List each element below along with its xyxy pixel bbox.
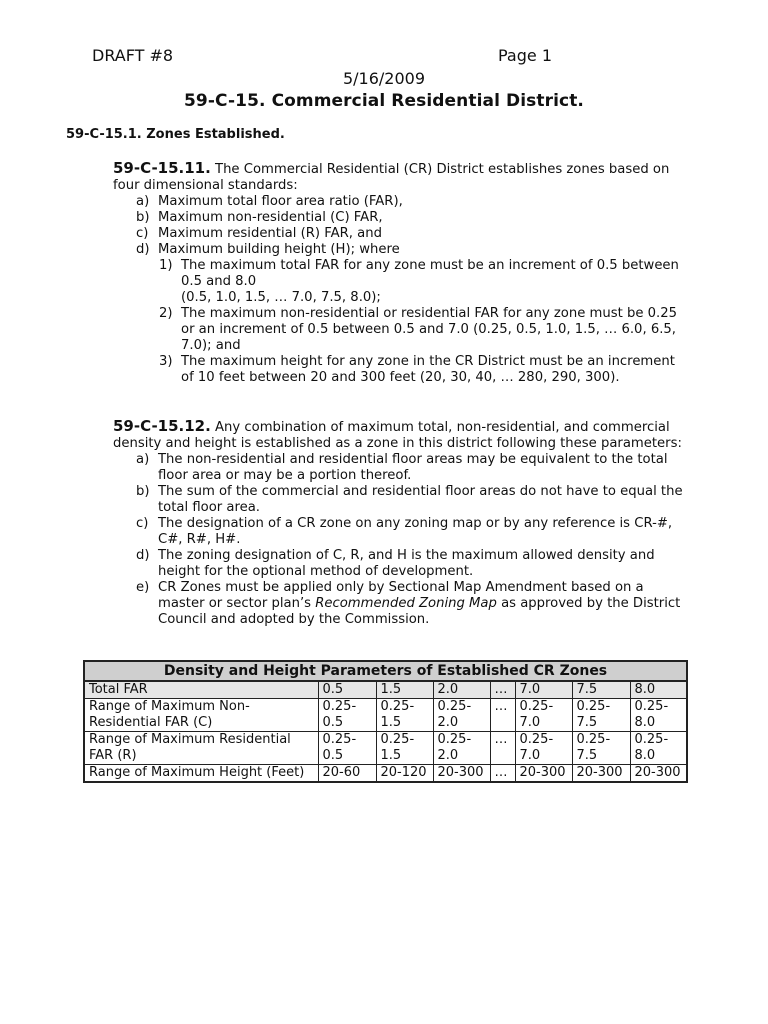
list-item [113, 210, 683, 226]
section-label: 59-C-15.12. [113, 417, 211, 435]
table-cell: 20-300 [630, 765, 687, 783]
list-item-text: The sum of the commercial and residential floor areas do not have to equal the total floor area. [158, 484, 683, 515]
list-item [113, 452, 683, 484]
list-item-text: Maximum non-residential (C) FAR, [158, 210, 383, 225]
document-date: 5/16/2009 [342, 69, 426, 88]
list-item-text: The maximum non-residential or residential FAR for any zone must be 0.25 or an increment of 0.5 between 0.5 and 7.0 (0.25, 0.5, 1.0, 1.5, … 6.0, 6.5, 7.0); and [181, 306, 678, 353]
table-row [84, 699, 687, 732]
table-cell: 0.5 [318, 681, 376, 699]
table-cell: … [490, 732, 515, 765]
table-cell: 0.25-8.0 [630, 732, 687, 765]
table-cell: 20-300 [515, 765, 572, 783]
page-number: Page 1 [498, 46, 552, 65]
table-cell: 0.25-7.5 [572, 699, 630, 732]
list-marker: b) [136, 210, 150, 225]
list-item-text: The zoning designation of C, R, and H is the maximum allowed density and height for the optional method of development. [158, 548, 655, 579]
intro-text: Any combination of maximum total, non-residential, and commercial density and height is established as a zone in this district following these parameters: [113, 420, 682, 451]
list-marker: d) [136, 548, 150, 563]
list-item-text: The designation of a CR zone on any zoning map or by any reference is CR-#, C#, R#, H#. [158, 516, 673, 547]
table-cell: 20-300 [433, 765, 490, 783]
list-marker: 1) [159, 258, 173, 273]
table-cell: 7.0 [515, 681, 572, 699]
sub-list-item [113, 354, 683, 386]
table-cell: 0.25-0.5 [318, 732, 376, 765]
table-row [84, 732, 687, 765]
table-cell: 8.0 [630, 681, 687, 699]
list-marker: 2) [159, 306, 173, 321]
list-item-text: Maximum residential (R) FAR, and [158, 226, 382, 241]
list-item-text: as approved by the District Council and adopted by the Commission. [158, 596, 681, 627]
section-label: 59-C-15.11. [113, 159, 211, 177]
list-item [113, 516, 683, 548]
list-marker: d) [136, 242, 150, 257]
paragraph-intro [113, 160, 683, 194]
table-cell: 0.25-1.5 [376, 699, 433, 732]
paragraph-15-12 [113, 418, 683, 628]
table-cell: … [490, 681, 515, 699]
table-cell: … [490, 765, 515, 783]
list-item-text: The maximum total FAR for any zone must be an increment of 0.5 between 0.5 and 8.0 [181, 258, 679, 289]
section-heading: 59-C-15.1. Zones Established. [66, 127, 285, 142]
table-row [84, 681, 687, 699]
list-item-text: The non-residential and residential floor areas may be equivalent to the total floor area or may be a portion thereof. [158, 452, 668, 483]
table-cell: 20-60 [318, 765, 376, 783]
table-cell: 0.25-8.0 [630, 699, 687, 732]
list-item-text: (0.5, 1.0, 1.5, … 7.0, 7.5, 8.0); [181, 290, 381, 305]
table-cell: 2.0 [433, 681, 490, 699]
cr-zones-table [83, 660, 688, 783]
list-item [113, 194, 683, 210]
table-cell: 0.25-1.5 [376, 732, 433, 765]
list-item [113, 484, 683, 516]
table-cell: 20-120 [376, 765, 433, 783]
sub-list-item [113, 306, 683, 354]
intro-text: The Commercial Residential (CR) District establishes zones based on four dimensional standards: [113, 162, 670, 193]
list-marker: a) [136, 452, 150, 467]
list-item-text: CR Zones must be applied only by Sectional Map Amendment based on a master or sector plan’s [158, 580, 644, 611]
table-cell: 0.25-2.0 [433, 699, 490, 732]
row-header: Range of Maximum Non-Residential FAR (C) [84, 699, 318, 732]
row-header: Range of Maximum Residential FAR (R) [84, 732, 318, 765]
paragraph-intro [113, 418, 683, 452]
page-title: 59-C-15. Commercial Residential District. [184, 91, 584, 111]
emphasized-text: Recommended Zoning Map [315, 596, 497, 611]
table-cell: 0.25-7.0 [515, 699, 572, 732]
list-marker: c) [136, 226, 149, 241]
table-row [84, 765, 687, 783]
list-marker: 3) [159, 354, 173, 369]
list-marker: b) [136, 484, 150, 499]
row-header: Range of Maximum Height (Feet) [84, 765, 318, 783]
row-header: Total FAR [84, 681, 318, 699]
list-marker: e) [136, 580, 150, 595]
list-item [113, 580, 683, 628]
table-cell: 0.25-0.5 [318, 699, 376, 732]
list-item [113, 242, 683, 258]
list-item-text: Maximum building height (H); where [158, 242, 400, 257]
table-cell: 0.25-7.5 [572, 732, 630, 765]
draft-label: DRAFT #8 [92, 46, 174, 65]
table-cell: 7.5 [572, 681, 630, 699]
list-marker: a) [136, 194, 150, 209]
table-cell: 0.25-2.0 [433, 732, 490, 765]
list-item-text: The maximum height for any zone in the CR District must be an increment of 10 feet between 20 and 300 feet (20, 30, 40, … 280, 290, 300). [181, 354, 675, 385]
list-item-text: Maximum total floor area ratio (FAR), [158, 194, 403, 209]
sub-list-item [113, 258, 683, 306]
table-cell: … [490, 699, 515, 732]
table-caption: Density and Height Parameters of Established CR Zones [84, 661, 687, 681]
list-marker: c) [136, 516, 149, 531]
table-cell: 0.25-7.0 [515, 732, 572, 765]
paragraph-15-11 [113, 160, 683, 386]
list-item [113, 226, 683, 242]
table-cell: 1.5 [376, 681, 433, 699]
table-cell: 20-300 [572, 765, 630, 783]
list-item [113, 548, 683, 580]
